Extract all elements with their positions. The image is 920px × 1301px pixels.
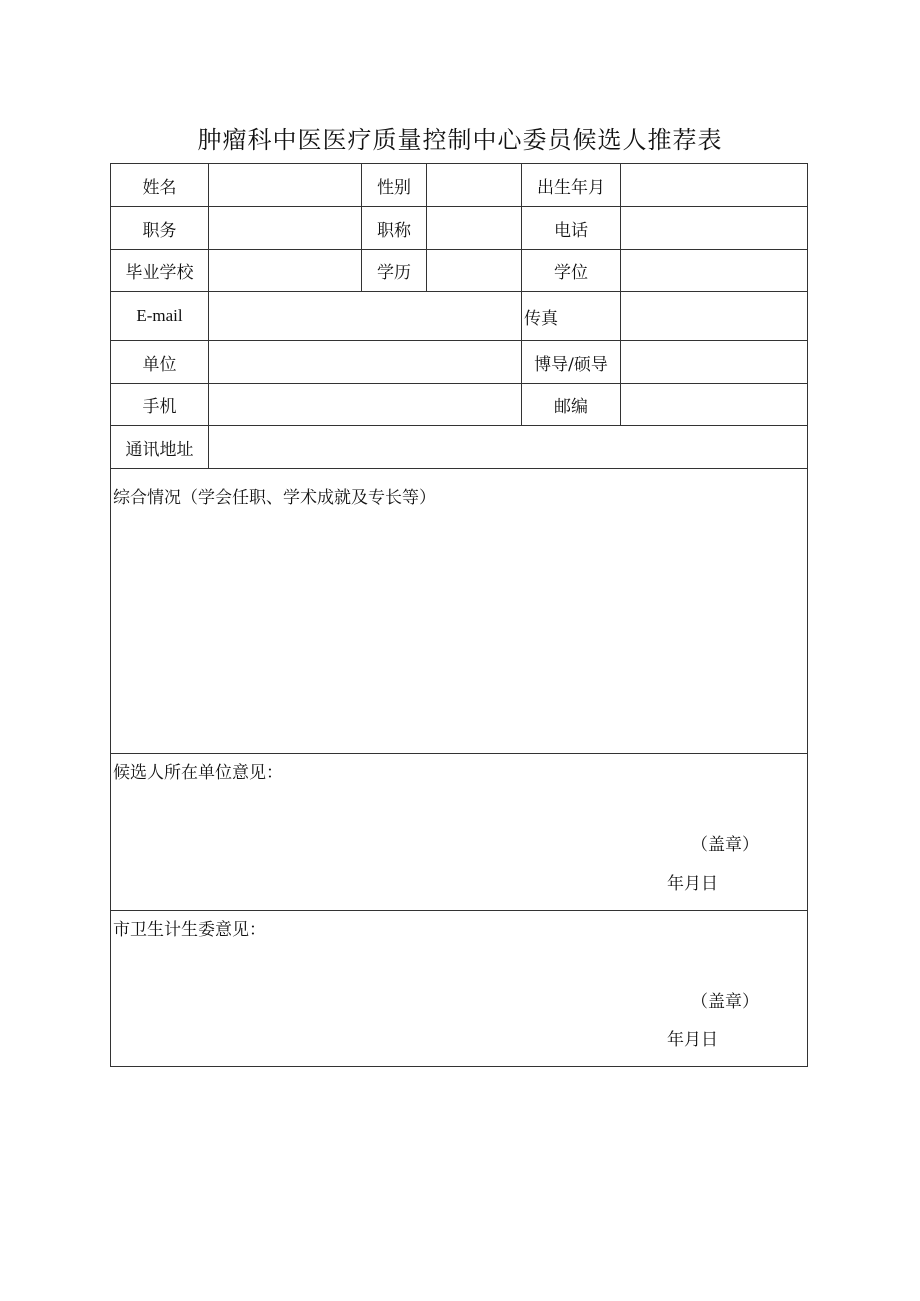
address-field[interactable] bbox=[209, 426, 808, 469]
mobile-field[interactable] bbox=[209, 384, 522, 426]
mobile-label: 手机 bbox=[111, 384, 209, 426]
name-field[interactable] bbox=[209, 164, 362, 207]
form-row-unit bbox=[111, 341, 808, 384]
summary-label: 综合情况（学会任职、学术成就及专长等） bbox=[113, 488, 436, 508]
unit-label: 单位 bbox=[111, 341, 209, 384]
supervisor-label: 博导/硕导 bbox=[522, 341, 621, 384]
form-row-summary bbox=[111, 469, 808, 754]
form-row-unit-opinion bbox=[111, 754, 808, 911]
form-row-email bbox=[111, 292, 808, 341]
form-row-address bbox=[111, 426, 808, 469]
job-title-field[interactable] bbox=[427, 207, 522, 250]
unit-date-label: 年月日 bbox=[667, 874, 718, 894]
unit-field[interactable] bbox=[209, 341, 522, 384]
fax-label: 传真 bbox=[522, 292, 621, 341]
job-title-label: 职称 bbox=[362, 207, 427, 250]
education-label: 学历 bbox=[362, 250, 427, 292]
name-label: 姓名 bbox=[111, 164, 209, 207]
phone-label: 电话 bbox=[522, 207, 621, 250]
email-field[interactable] bbox=[209, 292, 522, 341]
health-date-label: 年月日 bbox=[667, 1030, 718, 1050]
email-label: E-mail bbox=[111, 292, 209, 341]
health-stamp-label: （盖章） bbox=[691, 992, 759, 1012]
school-label: 毕业学校 bbox=[111, 250, 209, 292]
position-label: 职务 bbox=[111, 207, 209, 250]
unit-opinion-label: 候选人所在单位意见： bbox=[113, 763, 283, 783]
health-opinion-label: 市卫生计生委意见： bbox=[113, 920, 266, 940]
birth-field[interactable] bbox=[621, 164, 808, 207]
health-opinion-area[interactable] bbox=[111, 911, 808, 1067]
form-row-name bbox=[111, 164, 808, 207]
position-field[interactable] bbox=[209, 207, 362, 250]
address-label: 通讯地址 bbox=[111, 426, 209, 469]
supervisor-field[interactable] bbox=[621, 341, 808, 384]
fax-field[interactable] bbox=[621, 292, 808, 341]
education-field[interactable] bbox=[427, 250, 522, 292]
gender-field[interactable] bbox=[427, 164, 522, 207]
form-row-mobile bbox=[111, 384, 808, 426]
unit-stamp-label: （盖章） bbox=[691, 835, 759, 855]
degree-field[interactable] bbox=[621, 250, 808, 292]
form-title: 肿瘤科中医医疗质量控制中心委员候选人推荐表 bbox=[197, 126, 723, 154]
gender-label: 性别 bbox=[362, 164, 427, 207]
summary-area[interactable] bbox=[111, 469, 808, 754]
form-row-position bbox=[111, 207, 808, 250]
phone-field[interactable] bbox=[621, 207, 808, 250]
form-row-school bbox=[111, 250, 808, 292]
unit-opinion-area[interactable] bbox=[111, 754, 808, 911]
school-field[interactable] bbox=[209, 250, 362, 292]
form-row-health-opinion bbox=[111, 911, 808, 1067]
birth-label: 出生年月 bbox=[522, 164, 621, 207]
degree-label: 学位 bbox=[522, 250, 621, 292]
postcode-field[interactable] bbox=[621, 384, 808, 426]
postcode-label: 邮编 bbox=[522, 384, 621, 426]
recommendation-form bbox=[110, 163, 808, 1067]
